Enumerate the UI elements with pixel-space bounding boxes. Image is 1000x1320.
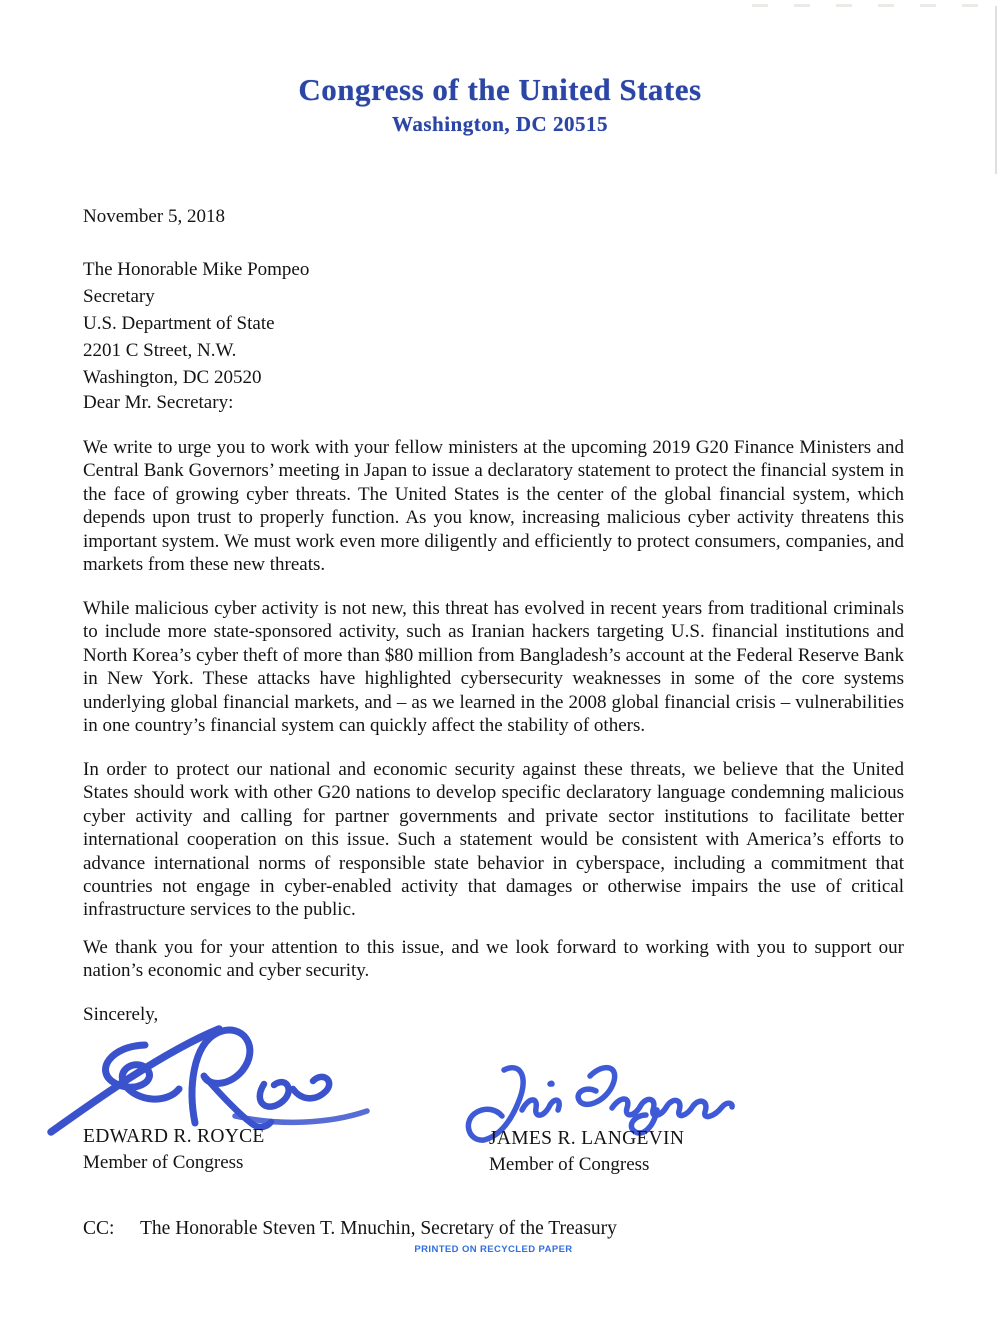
signer-title-langevin: Member of Congress [489,1154,650,1175]
scan-artifact-top [752,4,984,7]
recipient-line: The Honorable Mike Pompeo [83,259,310,280]
letterhead [0,72,1000,137]
letter-date: November 5, 2018 [83,206,225,227]
body-paragraph: We write to urge you to work with your fellow ministers at the upcoming 2019 G20 Finance Ministers and Central Bank Governors’ meeting in Japan to issue a declaratory statement to protect the financial system in the face of growing cyber threats. The United States is the center of the global financial system, which depends upon trust to properly function. As you know, increasing malicious cyber activity threatens this important system. We must work even more diligently and efficiently to protect consumers, companies, and markets from these new threats. [83,437,904,576]
salutation: Dear Mr. Secretary: [83,392,234,413]
recipient-line: Secretary [83,286,155,307]
body-paragraph: While malicious cyber activity is not new, this threat has evolved in recent years from traditional criminals to include more state-sponsored activity, such as Iranian hackers targeting U.S. financial institutions and North Korea’s cyber theft of more than $80 million from Bangladesh’s account at the Federal Reserve Bank in New York. These attacks have highlighted cybersecurity weaknesses in some of the core systems underlying global financial markets, and – as we learned in the 2008 global financial crisis – vulnerabilities in one country’s financial system can quickly affect the stability of others. [83,598,904,737]
signer-title-royce: Member of Congress [83,1152,244,1173]
recycled-paper-footer: PRINTED ON RECYCLED PAPER [414,1244,573,1255]
signer-name-langevin: JAMES R. LANGEVIN [489,1128,685,1149]
cc-label: CC: [83,1218,115,1239]
royce-signature-icon [45,1018,375,1138]
recipient-line: 2201 C Street, N.W. [83,340,237,361]
closing: Sincerely, [83,1004,159,1025]
body-paragraph: We thank you for your attention to this issue, and we look forward to working with you to support our nation’s economic and cyber security. [83,937,904,982]
body-paragraph: In order to protect our national and economic security against these threats, we believe that the United States should work with other G20 nations to develop specific declaratory language condemning malicious cyber activity and calling for partner governments and private sector institutions to facilitate better international cooperation on this issue. Such a statement would be consistent with America’s efforts to advance international norms of responsible state behavior in cyberspace, including a commitment that countries not engage in cyber-enabled activity that damages or otherwise impairs the use of critical infrastructure services to the public. [83,759,904,921]
recipient-line: Washington, DC 20520 [83,367,262,388]
cc-text: The Honorable Steven T. Mnuchin, Secretary of the Treasury [140,1218,617,1239]
letterhead-subtitle: Washington, DC 20515 [392,112,608,136]
recipient-address [83,256,309,391]
signer-name-royce: EDWARD R. ROYCE [83,1126,265,1147]
recipient-line: U.S. Department of State [83,313,275,334]
letterhead-title: Congress of the United States [298,72,702,107]
